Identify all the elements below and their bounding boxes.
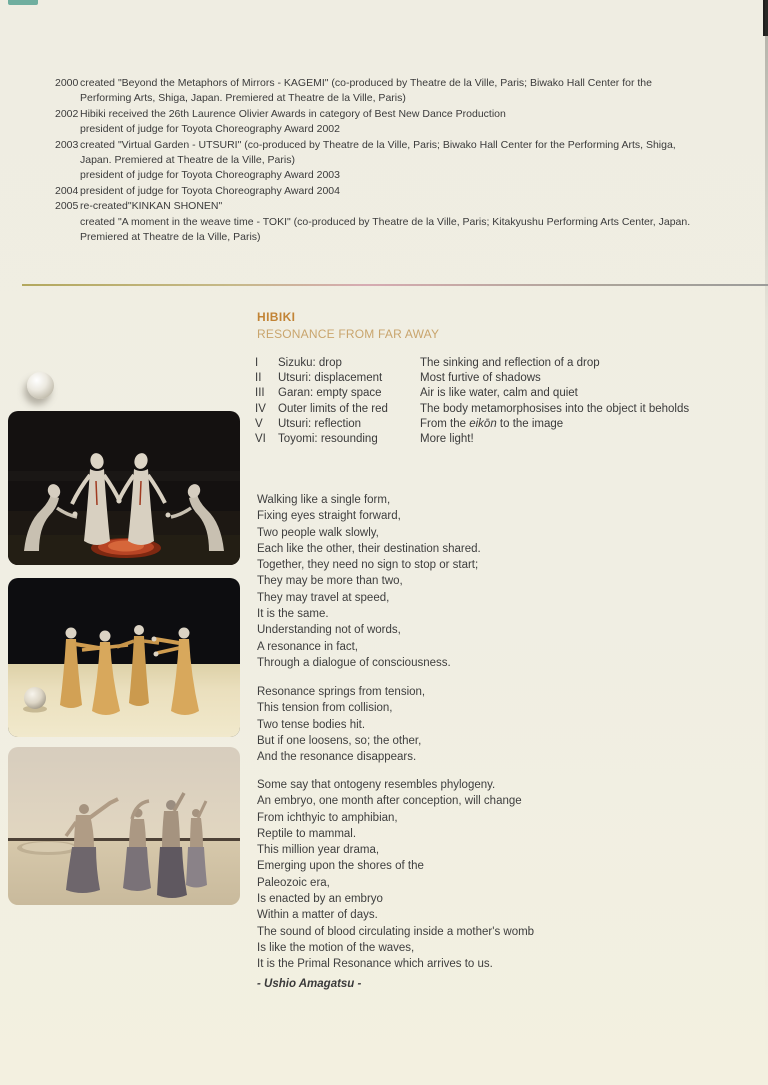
movement-row bbox=[255, 417, 689, 432]
chronology-row bbox=[55, 91, 690, 106]
movement-row bbox=[255, 386, 689, 401]
movement-row bbox=[255, 371, 689, 386]
poem-line: Reptile to mammal. bbox=[257, 827, 357, 840]
photo-dancers-circle bbox=[8, 578, 240, 737]
photo-1-illustration bbox=[8, 411, 240, 565]
poem-line: They may be more than two, bbox=[257, 575, 403, 588]
poem-line: Two people walk slowly, bbox=[257, 526, 379, 539]
chronology-text: created "A moment in the weave time - TOKI" (co-produced by Theatre de la Ville, Paris; Kitakyushu Performing Arts Center, Japan. bbox=[80, 215, 691, 228]
chronology-text: Performing Arts, Shiga, Japan. Premiered at Theatre de la Ville, Paris) bbox=[80, 92, 406, 105]
poem-line: Is enacted by an embryo bbox=[257, 893, 383, 906]
movement-numeral: III bbox=[255, 387, 265, 400]
chronology-year bbox=[55, 230, 80, 245]
chronology-year: 2004 bbox=[55, 184, 79, 197]
chronology-year bbox=[55, 153, 80, 168]
poem-line: But if one loosens, so; the other, bbox=[257, 734, 422, 747]
movement-name: Outer limits of the red bbox=[278, 402, 388, 415]
poem-line: Understanding not of words, bbox=[257, 624, 401, 637]
poem-line: This tension from collision, bbox=[257, 702, 393, 715]
chronology-text: created "Beyond the Metaphors of Mirrors - KAGEMI" (co-produced by Theatre de la Ville, Paris; Biwako Hall Center for the bbox=[80, 77, 652, 89]
movement-description: More light! bbox=[420, 433, 474, 446]
movement-description: Air is like water, calm and quiet bbox=[420, 387, 578, 400]
divider-rule bbox=[22, 284, 768, 286]
movement-numeral: II bbox=[255, 372, 262, 385]
chronology-text: president of judge for Toyota Choreography Award 2002 bbox=[80, 123, 340, 136]
chronology-row bbox=[55, 215, 690, 230]
poem-line: From ichthyic to amphibian, bbox=[257, 811, 398, 824]
movement-name: Garan: empty space bbox=[278, 387, 382, 400]
movement-numeral: V bbox=[255, 417, 263, 430]
photo-3-illustration bbox=[8, 747, 240, 905]
poem-line: Within a matter of days. bbox=[257, 909, 378, 922]
poem-line: This million year drama, bbox=[257, 844, 380, 857]
chronology-text: president of judge for Toyota Choreography Award 2004 bbox=[80, 184, 340, 197]
chronology-row bbox=[55, 184, 690, 199]
movement-description: Most furtive of shadows bbox=[420, 372, 541, 385]
chronology-year bbox=[55, 215, 80, 230]
movement-name: Utsuri: displacement bbox=[278, 372, 383, 385]
chronology-year: 2005 bbox=[55, 200, 79, 213]
chronology-text: re-created"KINKAN SHONEN" bbox=[80, 200, 223, 213]
poem-line: And the resonance disappears. bbox=[257, 751, 417, 764]
poem-line: Emerging upon the shores of the bbox=[257, 860, 424, 873]
movement-name: Utsuri: reflection bbox=[278, 417, 362, 430]
poem-line: Walking like a single form, bbox=[257, 494, 391, 506]
chronology-year bbox=[55, 122, 80, 137]
page-subtitle: RESONANCE FROM FAR AWAY bbox=[257, 327, 440, 341]
movement-numeral: VI bbox=[255, 433, 266, 446]
chronology-year bbox=[55, 91, 80, 106]
poem-line: An embryo, one month after conception, will change bbox=[257, 795, 522, 808]
author-signature: - Ushio Amagatsu - bbox=[257, 978, 362, 990]
title-block bbox=[257, 310, 439, 341]
sphere-ornament bbox=[27, 372, 54, 399]
poem-line: It is the same. bbox=[257, 608, 329, 621]
photo-dancers-pointing bbox=[8, 747, 240, 905]
chronology-row bbox=[55, 230, 690, 245]
chronology-row bbox=[55, 76, 690, 91]
chronology-list bbox=[55, 76, 690, 245]
chronology-text: Premiered at Theatre de la Ville, Paris) bbox=[80, 231, 261, 244]
chronology-row bbox=[55, 138, 690, 153]
chronology-text: Japan. Premiered at Theatre de la Ville, Paris) bbox=[80, 154, 295, 167]
movements-list bbox=[255, 356, 689, 447]
movement-name: Sizuku: drop bbox=[278, 357, 342, 369]
chronology-year bbox=[55, 168, 80, 183]
movement-description: The sinking and reflection of a drop bbox=[420, 357, 600, 369]
poem-line: A resonance in fact, bbox=[257, 640, 359, 653]
chronology-row bbox=[55, 153, 690, 168]
poem-line: Resonance springs from tension, bbox=[257, 686, 426, 698]
chronology-text: president of judge for Toyota Choreography Award 2003 bbox=[80, 169, 340, 182]
movement-numeral: IV bbox=[255, 402, 266, 415]
movement-description: The body metamorphosises into the object it beholds bbox=[420, 402, 690, 415]
poem-stanza-3 bbox=[257, 777, 534, 973]
chronology-row bbox=[55, 199, 690, 214]
photo-dancers-red-pool bbox=[8, 411, 240, 565]
chronology-year: 2000 bbox=[55, 77, 79, 89]
page-title: HIBIKI bbox=[257, 310, 296, 324]
poem-line: Some say that ontogeny resembles phylogeny. bbox=[257, 779, 496, 791]
poem-stanza-1 bbox=[257, 492, 481, 671]
poem-line: The sound of blood circulating inside a mother's womb bbox=[257, 925, 535, 938]
chronology-row bbox=[55, 168, 690, 183]
poem-line: They may travel at speed, bbox=[257, 591, 390, 604]
movement-name: Toyomi: resounding bbox=[278, 433, 378, 446]
poem-line: Two tense bodies hit. bbox=[257, 718, 366, 731]
poem-line: Each like the other, their destination shared. bbox=[257, 542, 481, 555]
chronology-text: Hibiki received the 26th Laurence Olivier Awards in category of Best New Dance Production bbox=[80, 107, 506, 120]
movement-description: From the eikōn to the image bbox=[420, 417, 564, 430]
poem-line: Through a dialogue of consciousness. bbox=[257, 656, 451, 669]
chronology-row bbox=[55, 122, 690, 137]
poem-stanza-2 bbox=[257, 684, 425, 765]
movement-row bbox=[255, 356, 689, 371]
poem-line: Fixing eyes straight forward, bbox=[257, 510, 401, 523]
chronology-year: 2002 bbox=[55, 107, 79, 120]
chronology-text: created "Virtual Garden - UTSURI" (co-produced by Theatre de la Ville, Paris; Biwako Hall Center for the Performing Arts, Shiga, bbox=[80, 138, 676, 151]
poem-line: Is like the motion of the waves, bbox=[257, 941, 415, 954]
chronology-year: 2003 bbox=[55, 138, 79, 151]
poem-line: Together, they need no sign to stop or start; bbox=[257, 559, 479, 572]
photo-2-illustration bbox=[8, 578, 240, 737]
chronology-row bbox=[55, 107, 690, 122]
poem-line: Paleozoic era, bbox=[257, 876, 330, 889]
scan-corner-mark bbox=[8, 0, 38, 5]
movement-row bbox=[255, 432, 689, 447]
movement-row bbox=[255, 402, 689, 417]
movement-numeral: I bbox=[255, 357, 259, 369]
poem-line: It is the Primal Resonance which arrives to us. bbox=[257, 958, 493, 971]
